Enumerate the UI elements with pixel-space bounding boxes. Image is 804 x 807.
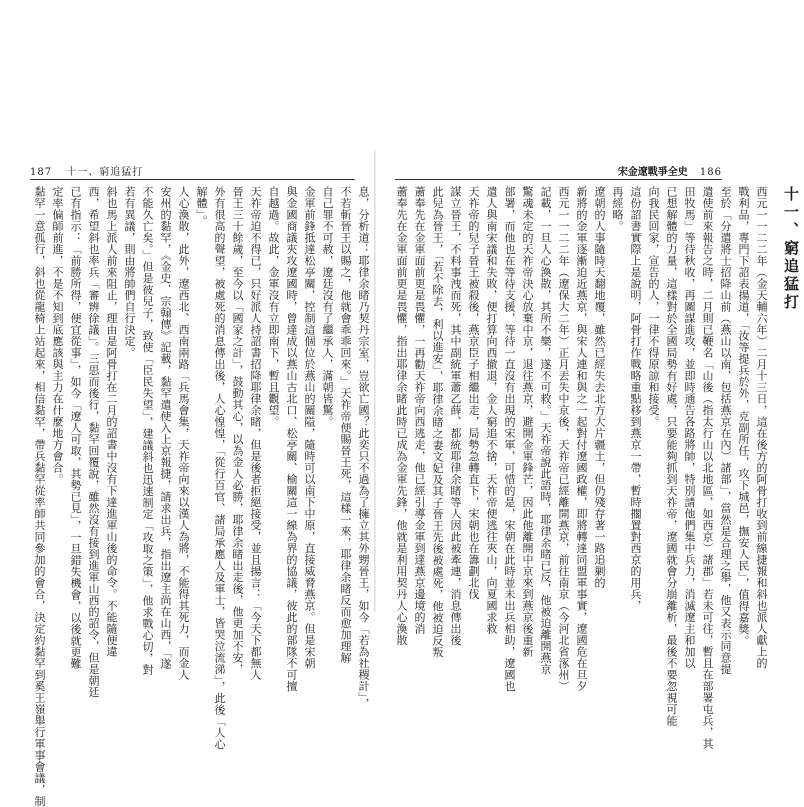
right-page-text-column: 記載，一旦人心渙散，其所不樂，遂不可救。」天祚帝說此語時，耶律余睹已反，他被迫離開燕京 [539,186,552,675]
right-page-text [392,186,804,750]
left-page-text-column: 自己罪不可赦，遼廷沒有了繼承人，滿朝皆驚。 [321,186,334,428]
right-page-number: 186 [699,167,722,178]
left-page-text-column: 西，希望斜也率兵「審辨徐議」。三思而後行，黏罕回覆說，雖然沒有接到進軍山西的詔令，但是朝廷 [87,186,100,698]
right-page-text-column: 已想解體的力量，這樣對於全國局勢有好處，只要能夠抓到天祚帝，遼國就會分崩離析，最後不要忽視可能 [665,186,678,727]
right-header-rule [395,179,722,180]
right-page-text-column: 西元一一二二年（遼保大二年）正月丟失中京後，天祚帝已經離開燕京，前往南京（今河北省涿州） [557,186,570,692]
left-page-text-column: 金軍前鋒抵達松亭關，控制這個位於燕山的關隘，隨時可以南下中原，直接威脅燕京。但是宋朝 [303,186,316,669]
left-page-text-column: 晉王三十餘歲，至今以「國家之計」，鼓動其心，以為金人必勝，耶律余睹出走後，他更加不安， [231,186,244,675]
right-page-text-column: 向我民回家，宣告的人，一律不得原諒和接受。 [647,186,660,428]
right-page [392,186,800,750]
left-page-text-column: 黏罕一意孤行，斜也從龍椅上站起來，相信黏罕，帶兵黏罕從率師共同參加的會合，決定約黏罕到奚王嶺舉行軍事會議，制 [33,186,46,807]
left-page-text-column: 定率偏師前進，不是不知到底應該與主力在什麼地方會合。 [51,186,64,485]
left-header-rule [30,179,355,180]
right-page-text-column: 這份詔書實際上是說明，阿骨打作戰略重點移到燕京一帶，暫時擱置對西京的用兵， [629,186,642,612]
left-page-text-column: 若有異議，則由將帥們自行決定。 [123,186,136,359]
left-page-text-column: 息，分析道：耶律余睹乃契丹宗室，豈欲亡國？此奕只不過為了擁立其外甥晉王，如今「若為社稷計」， [357,186,370,710]
left-page-text-column: 不能久亡矣。」但是彼兒子，致使「臣民失望」，建議斜也迅速制定「攻取之策」，他求戰心切，對 [141,186,154,676]
right-page-text-column: 新將的金軍逐漸迫近燕京，與宋人連和與之一起對付遼國政權，即將轉達同盟軍事實，遼國危在旦夕 [575,186,588,692]
right-running-head [618,163,722,178]
left-page-text-column: 外有很高的聲望，被處死的消息傳出後，人心惶惶，「從行百官、諸局承應人及軍士，皆哭泣流涕」，此後「人心 [213,186,226,750]
left-page-text-column: 不若斬晉王以賜之，他就會乖乖回來。」天祚帝便賜晉王死，這樣一來，耶律余睹反而愈加理解 [339,186,352,664]
right-page-text-column: 天祚帝的兒子晉王被殺後，燕京臣子相繼出走，局勢急轉直下，宋朝也在籌劃北伐 [467,186,480,600]
right-page-text-column: 蕭奉先在金軍面前更是畏懼，一再勸天祚帝向西逃走，他已經引導金軍到達燕京邊境的消 [413,186,426,635]
left-page-text-column: 安州的黏罕，《金史．宗翰傳》記載，黏罕遣使入上京報捷，請求出兵，指出遼主尚在山西，「遂 [159,186,172,670]
left-page-text-column: 斜也馬上派人前來阻止，理由是阿骨打在二月的詔書中沒有下達進軍山後的命令。不能隨便違 [105,186,118,658]
left-page-text-column: 人心渙散，此外，遼西北、西南兩路「兵馬會集，天祚帝向來以漢人為將，不能得其死力，而金人 [177,186,190,681]
right-page-text-column: 遣人與南宋議和失敗，便打算向西撤退，金人窮追不捨，天祚帝便逃往夾山，向夏國求救 [485,186,498,635]
left-running-head [30,163,143,178]
left-page-text-column: 解體」。 [195,186,208,227]
right-page-text-column: 田牧馬」等待秋收，再圖謀進攻，並即時通告各路將帥，特別請他們集中兵力，消滅遼主和加以 [683,186,696,669]
left-page [30,186,370,807]
left-page-text [30,186,372,807]
left-page-number: 187 [30,167,53,178]
left-page-text-column: 與金國商議夾攻遼國時，曾達成以燕山古北口、松亭關、榆關這一線為界的協議，彼此的部隊不可擅 [285,186,298,692]
right-page-text-column: 至於「分遣將士招降山前（燕山以南，包括燕京在內）諸部」，當然是合理之舉，他又表示同意提 [719,186,732,675]
right-page-text-column: 謀立晉王，不料事洩而死，其中副統軍蕭乙薛、都統耶律余睹等人因此被牽連，消息傳出後 [449,186,462,646]
left-page-text-column: 已有指示：「前勝所得，便宜從事」，如今「遼人可取，其勢已見」，一旦錯失機會，以後就更難 [69,186,82,670]
book-gutter [374,150,376,612]
right-page-text-column: 此兒為晉王，「若不除去，利以進安」，耶律余睹之妻文妃及其子晉王先後被處死，他被迫反叛 [431,186,444,658]
right-page-text-column: 再經略。 [611,186,624,232]
section-title: 十一、窮追猛打 [782,186,800,312]
left-page-text-column: 天祚帝迫不得已，只好派人持詔書招降耶律余睹，但是後者拒絕接受，並且揚言：「今天下都無人 [249,186,262,681]
right-page-text-column: 蕭奉先在金軍面前更是畏懼，指出耶律余睹此時已成為金軍先鋒，他就是利用契丹人心渙散 [395,186,408,646]
right-book-title: 宋金遼戰爭全史 [617,167,688,178]
right-page-text-column: 部署，而他也在等待支援，等待一直沒有出現的宋軍，可惜的是，宋朝在此時並未出兵相助，遼國也 [503,186,516,692]
right-page-text-column: 戰利品，專門下詔表揚道，「汝等提兵於外，克副所任，攻下城邑，撫安人民」，值得嘉獎。 [737,186,750,647]
right-page-text-column: 西元一一二二年（金天輔六年）二月十三日，這在後方的阿骨打收到前線捷報和斜也派人獻上的 [755,186,768,669]
left-page-text-column: 自越過。故此，金軍沒有立即南下，暫且觀望。 [267,186,280,428]
left-chapter-title: 十一、窮追猛打 [66,167,144,178]
right-page-text-column: 遼朝的人事隨時天翻地覆，雖然已經失去北方大片疆土，但仍殘存著一路追剿的 [593,186,606,589]
right-page-text-column: 遣使前來報告之時，二月則已鞭名「山後（指太行山以北地區，如西京）諸郡」若未可往，暫且在部署屯兵，其 [701,186,714,750]
right-page-text-column: 驚魂未定的天祚帝決心放棄中京，退往燕京，避開金軍鋒芒，因此他離開中京來到燕京後重新 [521,186,534,658]
